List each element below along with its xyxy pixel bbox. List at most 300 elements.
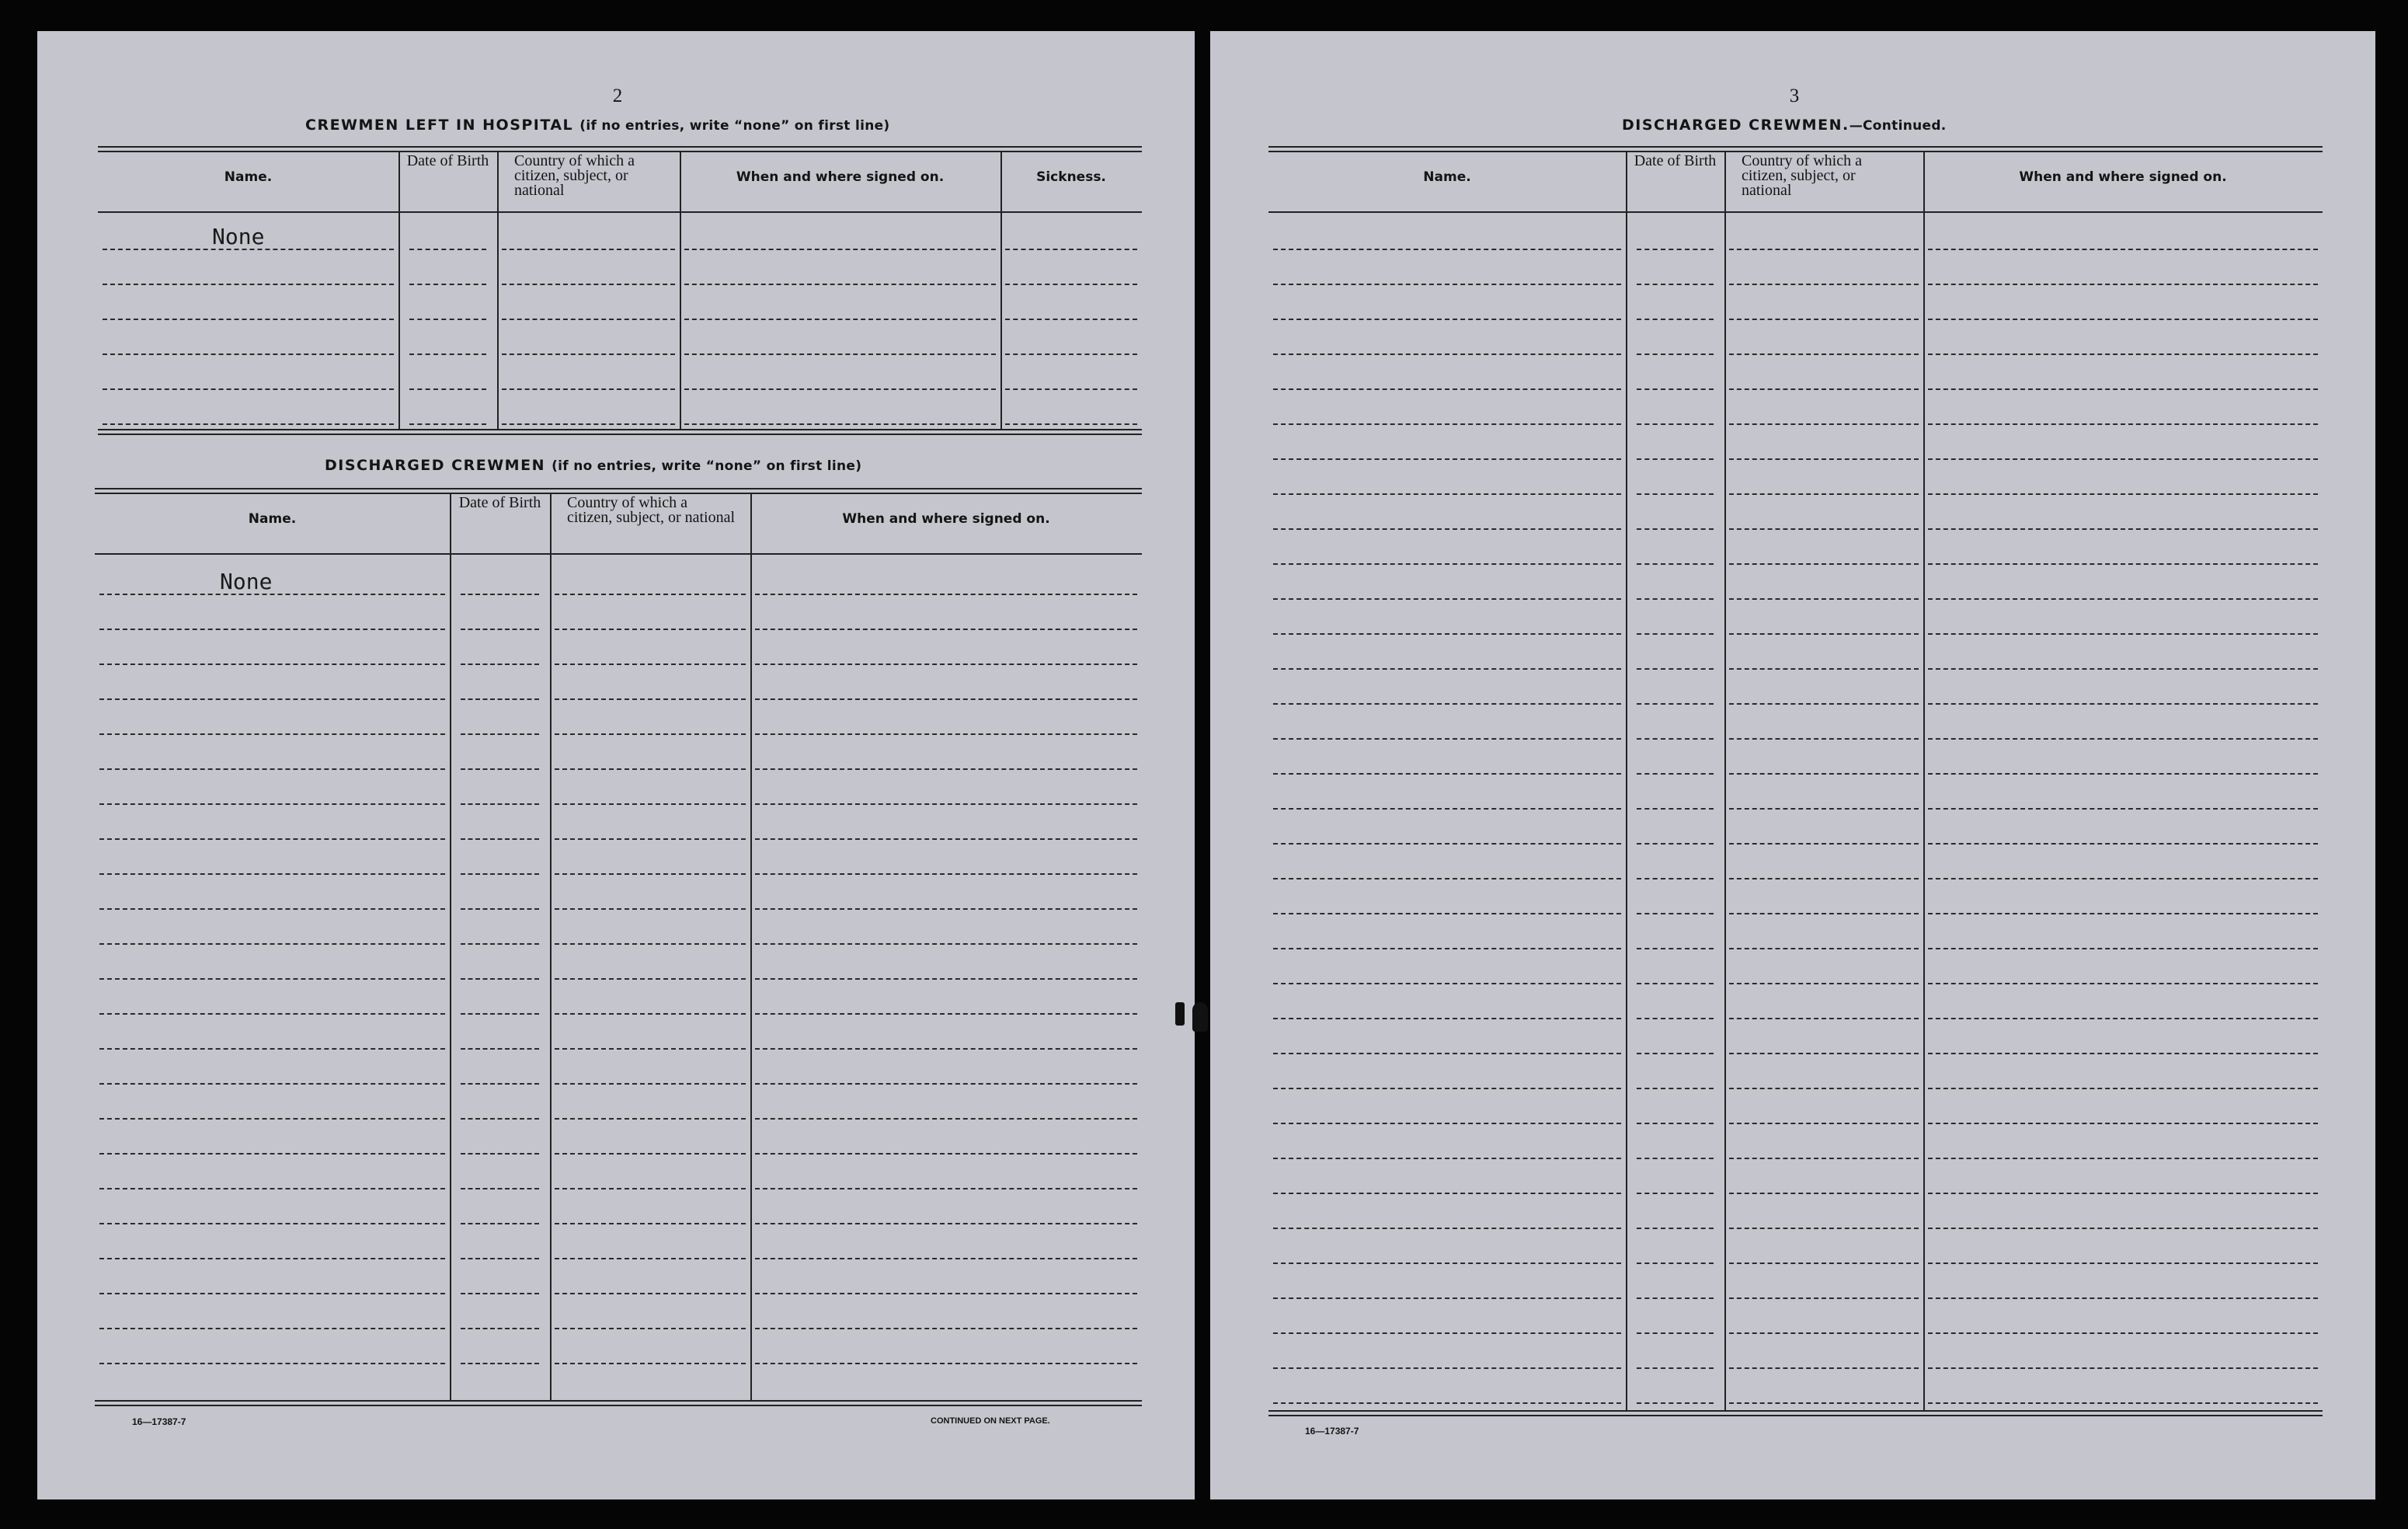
entry-line — [103, 423, 394, 425]
entry-line — [1637, 633, 1714, 635]
entry-line — [1928, 528, 2318, 530]
entry-line — [1928, 458, 2318, 460]
entry-line — [1273, 983, 1621, 984]
entry-line — [1637, 913, 1714, 914]
entry-line — [755, 1293, 1137, 1294]
entry-line — [555, 698, 746, 700]
entry-line — [1005, 423, 1137, 425]
entry-line — [461, 1153, 539, 1155]
entry-line — [1637, 493, 1714, 495]
entry-line — [99, 1258, 445, 1259]
column-divider — [497, 151, 499, 429]
entry-line — [555, 1223, 746, 1224]
entry-line — [1273, 1297, 1621, 1299]
entry-line — [461, 1363, 539, 1364]
entry-line — [684, 423, 996, 425]
entry-line — [1729, 458, 1919, 460]
entry-line — [502, 249, 675, 250]
entry-line — [1928, 773, 2318, 775]
entry-line — [1273, 284, 1621, 285]
entry-line — [99, 873, 445, 875]
entry-line — [1928, 1018, 2318, 1019]
entry-line — [1637, 1158, 1714, 1159]
crease-mark — [1175, 1002, 1185, 1026]
entry-line — [1729, 1088, 1919, 1089]
entry-line — [684, 319, 996, 320]
entry-line — [555, 663, 746, 665]
entry-line — [555, 1188, 746, 1189]
entry-line — [1273, 878, 1621, 879]
entry-line — [1637, 1088, 1714, 1089]
entry-line — [1637, 878, 1714, 879]
entry-line — [1273, 319, 1621, 320]
entry-line — [1928, 249, 2318, 250]
entry-line — [1729, 843, 1919, 845]
entry-line — [99, 698, 445, 700]
entry-line — [1729, 388, 1919, 390]
column-header-when-and-where-signed-on: When and where signed on. — [2019, 169, 2227, 185]
entry-line — [103, 319, 394, 320]
entry-line — [555, 1258, 746, 1259]
entry-line — [1637, 808, 1714, 810]
entry-line — [461, 733, 539, 735]
entry-line — [1928, 493, 2318, 495]
entry-line — [461, 663, 539, 665]
entry-line — [684, 388, 996, 390]
entry-line — [1637, 1263, 1714, 1264]
entry-line — [1637, 1297, 1714, 1299]
entry-line — [461, 1328, 539, 1329]
left-page — [37, 31, 1195, 1499]
entry-line — [1273, 1367, 1621, 1369]
entry-line — [99, 943, 445, 945]
entry-line — [1928, 1367, 2318, 1369]
entry-line — [684, 249, 996, 250]
entry-line — [461, 803, 539, 805]
entry-line — [684, 354, 996, 355]
entry-line — [461, 768, 539, 770]
entry-line — [99, 768, 445, 770]
crease-mark — [1192, 1002, 1208, 1032]
entry-line — [555, 1363, 746, 1364]
entry-line — [555, 838, 746, 840]
entry-line — [502, 354, 675, 355]
entry-line — [1273, 1088, 1621, 1089]
entry-line — [1928, 1053, 2318, 1054]
entry-line — [755, 978, 1137, 980]
entry-line — [1729, 738, 1919, 740]
entry-line — [555, 1153, 746, 1155]
entry-line — [755, 943, 1137, 945]
entry-line — [755, 908, 1137, 910]
entry-line — [1729, 948, 1919, 949]
entry-line — [555, 1083, 746, 1085]
column-divider — [550, 493, 552, 1400]
entry-line — [1729, 319, 1919, 320]
entry-line — [755, 803, 1137, 805]
entry-line — [1729, 1123, 1919, 1124]
entry-line — [555, 594, 746, 595]
entry-line — [555, 908, 746, 910]
entry-line — [555, 978, 746, 980]
entry-line — [1729, 563, 1919, 565]
entry-line — [461, 908, 539, 910]
entry-line — [1637, 458, 1714, 460]
column-header-sickness: Sickness. — [1036, 169, 1106, 185]
entry-line — [99, 1118, 445, 1120]
entry-line — [1273, 354, 1621, 355]
entry-line — [1729, 1367, 1919, 1369]
entry-line — [1928, 423, 2318, 425]
entry-line — [1637, 1193, 1714, 1194]
entry-line — [1729, 773, 1919, 775]
entry-line — [99, 663, 445, 665]
entry-line — [409, 284, 486, 285]
entry-line — [461, 1293, 539, 1294]
entry-line — [1928, 1332, 2318, 1334]
entry-line — [555, 733, 746, 735]
column-header-country: Country of which a citizen, subject, or national — [1742, 152, 1862, 199]
entry-line — [103, 354, 394, 355]
entry-line — [99, 1048, 445, 1050]
entry-line — [99, 1363, 445, 1364]
entry-line — [1928, 1402, 2318, 1404]
typed-entry: None — [212, 224, 265, 249]
table-top-rule — [95, 488, 1142, 494]
entry-line — [755, 1363, 1137, 1364]
entry-line — [1928, 388, 2318, 390]
entry-line — [1729, 1018, 1919, 1019]
entry-line — [1729, 668, 1919, 670]
entry-line — [1637, 563, 1714, 565]
entry-line — [99, 1293, 445, 1294]
entry-line — [1273, 913, 1621, 914]
entry-line — [461, 838, 539, 840]
page-number: 3 — [1789, 85, 1800, 106]
entry-line — [1273, 458, 1621, 460]
continued-suffix: —Continued. — [1849, 118, 1947, 134]
entry-line — [1273, 1228, 1621, 1229]
entry-line — [1928, 983, 2318, 984]
entry-line — [1273, 773, 1621, 775]
page-number: 2 — [612, 85, 623, 106]
discharged-continued-title — [1622, 117, 1947, 134]
entry-line — [1637, 1123, 1714, 1124]
entry-line — [755, 768, 1137, 770]
table-top-rule — [98, 146, 1142, 152]
entry-line — [99, 838, 445, 840]
header-rule — [95, 553, 1142, 555]
header-rule — [1268, 211, 2323, 213]
entry-line — [1928, 808, 2318, 810]
entry-line — [1273, 1263, 1621, 1264]
entry-line — [1637, 249, 1714, 250]
entry-line — [1273, 1053, 1621, 1054]
entry-line — [1637, 983, 1714, 984]
entry-line — [99, 594, 445, 595]
entry-line — [1729, 493, 1919, 495]
entry-line — [755, 1118, 1137, 1120]
entry-line — [755, 733, 1137, 735]
column-divider — [1000, 151, 1002, 429]
discharged-title-text: DISCHARGED CREWMEN — [325, 457, 545, 474]
entry-line — [1273, 388, 1621, 390]
typed-entry: None — [220, 569, 273, 594]
entry-line — [1273, 1158, 1621, 1159]
entry-line — [1637, 354, 1714, 355]
entry-line — [1729, 703, 1919, 705]
entry-line — [1729, 284, 1919, 285]
entry-line — [1729, 1053, 1919, 1054]
column-header-date-of-birth: Date of Birth — [458, 494, 541, 511]
entry-line — [1928, 319, 2318, 320]
entry-line — [1637, 598, 1714, 600]
entry-line — [755, 1083, 1137, 1085]
entry-line — [1273, 249, 1621, 250]
form-number: 16—17387-7 — [132, 1416, 186, 1427]
entry-line — [1273, 493, 1621, 495]
entry-line — [1729, 878, 1919, 879]
column-header-country: Country of which a citizen, subject, or national — [514, 152, 635, 199]
entry-line — [1273, 948, 1621, 949]
entry-line — [755, 1258, 1137, 1259]
entry-line — [1637, 703, 1714, 705]
entry-line — [1729, 528, 1919, 530]
entry-line — [1928, 633, 2318, 635]
entry-line — [684, 284, 996, 285]
entry-line — [99, 1083, 445, 1085]
form-number: 16—17387-7 — [1305, 1426, 1359, 1437]
entry-line — [1928, 1228, 2318, 1229]
discharged-instruction: (if no entries, write “none” on first line) — [552, 458, 862, 474]
entry-line — [1273, 1123, 1621, 1124]
entry-line — [1729, 1332, 1919, 1334]
entry-line — [1729, 633, 1919, 635]
entry-line — [1729, 1193, 1919, 1194]
entry-line — [1928, 878, 2318, 879]
entry-line — [1729, 808, 1919, 810]
entry-line — [1928, 703, 2318, 705]
entry-line — [461, 1223, 539, 1224]
entry-line — [99, 733, 445, 735]
column-header-when-and-where-signed-on: When and where signed on. — [842, 511, 1050, 527]
entry-line — [461, 1048, 539, 1050]
entry-line — [1637, 1018, 1714, 1019]
column-header-date-of-birth: Date of Birth — [1634, 152, 1717, 169]
hospital-title-text: CREWMEN LEFT IN HOSPITAL — [305, 117, 574, 134]
entry-line — [1729, 983, 1919, 984]
entry-line — [461, 943, 539, 945]
entry-line — [755, 1188, 1137, 1189]
column-header-date-of-birth: Date of Birth — [406, 152, 489, 169]
entry-line — [1928, 738, 2318, 740]
entry-line — [1729, 598, 1919, 600]
entry-line — [1729, 913, 1919, 914]
entry-line — [755, 594, 1137, 595]
column-header-name: Name. — [248, 511, 297, 527]
entry-line — [1928, 948, 2318, 949]
entry-line — [1928, 913, 2318, 914]
entry-line — [1637, 1228, 1714, 1229]
hospital-section-title — [305, 117, 890, 134]
entry-line — [1729, 1263, 1919, 1264]
entry-line — [1273, 843, 1621, 845]
table-bottom-rule — [95, 1400, 1142, 1406]
entry-line — [1273, 563, 1621, 565]
entry-line — [103, 284, 394, 285]
entry-line — [1729, 423, 1919, 425]
entry-line — [1005, 354, 1137, 355]
entry-line — [1273, 423, 1621, 425]
entry-line — [502, 284, 675, 285]
entry-line — [99, 1328, 445, 1329]
entry-line — [99, 908, 445, 910]
entry-line — [409, 423, 486, 425]
column-header-name: Name. — [224, 169, 273, 185]
entry-line — [1005, 284, 1137, 285]
entry-line — [1637, 773, 1714, 775]
entry-line — [461, 594, 539, 595]
entry-line — [555, 1013, 746, 1015]
entry-line — [1273, 1402, 1621, 1404]
entry-line — [461, 873, 539, 875]
entry-line — [1273, 703, 1621, 705]
table-top-rule — [1268, 146, 2323, 152]
entry-line — [755, 873, 1137, 875]
entry-line — [755, 1328, 1137, 1329]
entry-line — [1005, 249, 1137, 250]
entry-line — [99, 1153, 445, 1155]
entry-line — [1928, 1158, 2318, 1159]
entry-line — [755, 663, 1137, 665]
entry-line — [461, 1258, 539, 1259]
entry-line — [99, 1223, 445, 1224]
entry-line — [409, 354, 486, 355]
entry-line — [1637, 668, 1714, 670]
column-divider — [398, 151, 400, 429]
entry-line — [1729, 249, 1919, 250]
entry-line — [1273, 528, 1621, 530]
hospital-instruction: (if no entries, write “none” on first line) — [579, 118, 890, 134]
entry-line — [1637, 388, 1714, 390]
entry-line — [755, 1048, 1137, 1050]
entry-line — [1273, 808, 1621, 810]
entry-line — [1928, 1263, 2318, 1264]
column-divider — [450, 493, 451, 1400]
entry-line — [1928, 1088, 2318, 1089]
entry-line — [555, 1118, 746, 1120]
entry-line — [461, 978, 539, 980]
entry-line — [1729, 1158, 1919, 1159]
entry-line — [461, 698, 539, 700]
entry-line — [1005, 388, 1137, 390]
entry-line — [1273, 668, 1621, 670]
header-rule — [98, 211, 1142, 213]
entry-line — [99, 803, 445, 805]
entry-line — [99, 1188, 445, 1189]
entry-line — [755, 629, 1137, 630]
entry-line — [1637, 319, 1714, 320]
entry-line — [1729, 1402, 1919, 1404]
entry-line — [461, 1118, 539, 1120]
column-divider — [1626, 151, 1627, 1410]
entry-line — [1637, 1332, 1714, 1334]
entry-line — [1637, 284, 1714, 285]
entry-line — [461, 1013, 539, 1015]
entry-line — [1637, 1367, 1714, 1369]
discharged-section-title — [325, 457, 861, 474]
column-divider — [680, 151, 681, 429]
table-bottom-rule — [98, 429, 1142, 435]
entry-line — [555, 629, 746, 630]
entry-line — [1928, 668, 2318, 670]
right-page — [1210, 31, 2375, 1499]
entry-line — [1729, 1228, 1919, 1229]
entry-line — [1637, 738, 1714, 740]
entry-line — [755, 1013, 1137, 1015]
entry-line — [103, 388, 394, 390]
entry-line — [1637, 1053, 1714, 1054]
column-header-name: Name. — [1423, 169, 1471, 185]
entry-line — [1273, 598, 1621, 600]
entry-line — [1005, 319, 1137, 320]
entry-line — [1928, 598, 2318, 600]
entry-line — [99, 629, 445, 630]
entry-line — [755, 1223, 1137, 1224]
entry-line — [409, 249, 486, 250]
entry-line — [1928, 284, 2318, 285]
entry-line — [1729, 1297, 1919, 1299]
entry-line — [555, 873, 746, 875]
entry-line — [1273, 1018, 1621, 1019]
column-header-country: Country of which a citizen, subject, or national — [567, 494, 736, 526]
entry-line — [555, 1293, 746, 1294]
entry-line — [555, 1328, 746, 1329]
entry-line — [1928, 1123, 2318, 1124]
entry-line — [99, 1013, 445, 1015]
entry-line — [1928, 1193, 2318, 1194]
entry-line — [555, 1048, 746, 1050]
entry-line — [1273, 1332, 1621, 1334]
entry-line — [1637, 1402, 1714, 1404]
entry-line — [1637, 528, 1714, 530]
entry-line — [502, 319, 675, 320]
entry-line — [461, 1083, 539, 1085]
column-divider — [1923, 151, 1925, 1410]
entry-line — [461, 1188, 539, 1189]
entry-line — [409, 319, 486, 320]
entry-line — [1928, 354, 2318, 355]
entry-line — [1928, 1297, 2318, 1299]
entry-line — [555, 943, 746, 945]
entry-line — [1273, 633, 1621, 635]
entry-line — [1273, 1193, 1621, 1194]
entry-line — [1637, 843, 1714, 845]
column-divider — [1724, 151, 1726, 1410]
continued-note: CONTINUED ON NEXT PAGE. — [931, 1416, 1050, 1426]
column-divider — [750, 493, 752, 1400]
entry-line — [1637, 423, 1714, 425]
entry-line — [1729, 354, 1919, 355]
entry-line — [1637, 948, 1714, 949]
entry-line — [755, 698, 1137, 700]
entry-line — [502, 388, 675, 390]
entry-line — [1928, 563, 2318, 565]
entry-line — [1928, 843, 2318, 845]
entry-line — [99, 978, 445, 980]
entry-line — [409, 388, 486, 390]
entry-line — [1273, 738, 1621, 740]
